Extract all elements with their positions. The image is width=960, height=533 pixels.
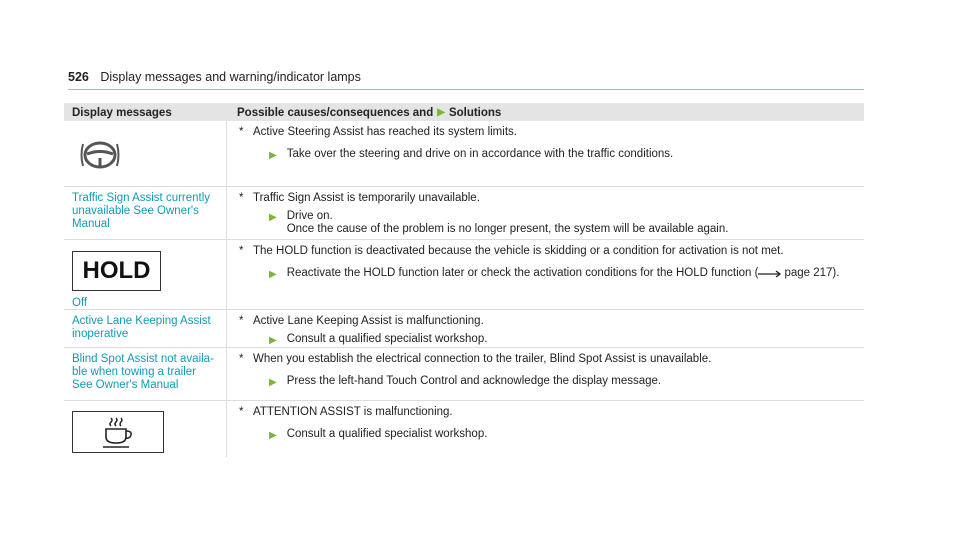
cause-cell: * When you establish the electrical connection to the trailer, Blind Spot Assist is unavailable. ▶ Press the left-hand Touch Control and acknowledge the display message. [239,353,712,388]
cause-cell: * ATTENTION ASSIST is malfunctioning. ▶ Consult a qualified specialist workshop. [239,406,488,441]
cause-text: When you establish the electrical connection to the trailer, Blind Spot Assist is unavailable. [253,353,712,365]
cause-text: ATTENTION ASSIST is malfunctioning. [253,406,453,418]
message-line: ble when towing a trailer [72,366,197,378]
coffee-cup-icon [72,411,164,453]
hold-icon: HOLD [72,251,161,291]
cause-text: Active Steering Assist has reached its system limits. [253,126,517,138]
messages-table [64,103,864,457]
solution-text: Consult a qualified specialist workshop. [286,333,488,345]
message-cell [64,348,227,400]
solution-text: Press the left-hand Touch Control and acknowledge the display message. [286,375,662,387]
cause-text: Active Lane Keeping Assist is malfunctioning. [253,315,484,327]
table-row [64,121,864,187]
cause-cell: * The HOLD function is deactivated because the vehicle is skidding or a condition for activation is not met. ▶ Reactivate the HOLD function later or check the activation conditions for the HOLD function ( page 217). [239,245,840,280]
message-line: Traffic Sign Assist currently [72,192,211,204]
table-row [64,401,864,457]
message-cell [64,401,227,457]
arrow-icon: ▶ [269,377,277,388]
message-line: Manual [72,218,110,230]
table-row [64,187,864,240]
arrow-icon: ▶ [437,107,445,118]
message-line: Active Lane Keeping Assist [72,315,211,327]
solution-text: Reactivate the HOLD function later or check the activation conditions for the HOLD function ( [286,267,759,279]
cause-cell: * Traffic Sign Assist is temporarily unavailable. ▶ Drive on. Once the cause of the problem is no longer present, the system will be available again. [239,192,729,235]
col-header-causes [227,103,864,121]
message-line: See Owner's Manual [72,379,179,391]
arrow-icon: ▶ [269,430,277,441]
message-cell [64,310,227,347]
table-header [64,103,864,121]
page-header [68,70,864,90]
cause-cell: * Active Steering Assist has reached its system limits. ▶ Take over the steering and drive on in accordance with the traffic conditions. [239,126,674,161]
col-header-display-messages: Display messages [72,107,172,119]
table-row [64,348,864,401]
table-row [64,310,864,348]
arrow-icon: ▶ [269,269,277,280]
cause-cell: * Active Lane Keeping Assist is malfunctioning. ▶ Consult a qualified specialist workshop. [239,315,488,346]
arrow-icon: ▶ [269,150,277,161]
col-header-solutions-text: Solutions [448,107,502,119]
message-cell [64,121,227,186]
solution-text: Drive on. [286,210,333,222]
page-reference[interactable]: page 217). [784,267,840,279]
message-cell [64,187,227,239]
message-line: Blind Spot Assist not availa- [72,353,214,365]
message-line: unavailable See Owner's [72,205,199,217]
arrow-icon: ▶ [269,335,277,346]
table-row [64,240,864,310]
cause-text: Traffic Sign Assist is temporarily unavailable. [253,192,480,204]
message-cell [64,240,227,309]
arrow-icon: ▶ [269,212,277,223]
message-text: Off [72,297,88,309]
cause-text: The HOLD function is deactivated because the vehicle is skidding or a condition for activation is not met. [253,245,784,257]
message-line: inoperative [72,328,129,340]
page-number: 526 [68,70,89,84]
col-header-causes-text: Possible causes/consequences and [237,107,434,119]
page-reference-arrow-icon [758,269,782,279]
solution-text-2: Once the cause of the problem is no longer present, the system will be available again. [286,223,729,235]
page-title: Display messages and warning/indicator lamps [100,70,361,84]
solution-text: Consult a qualified specialist workshop. [286,428,488,440]
solution-text: Take over the steering and drive on in accordance with the traffic conditions. [286,148,674,160]
steering-assist-icon [80,140,120,170]
